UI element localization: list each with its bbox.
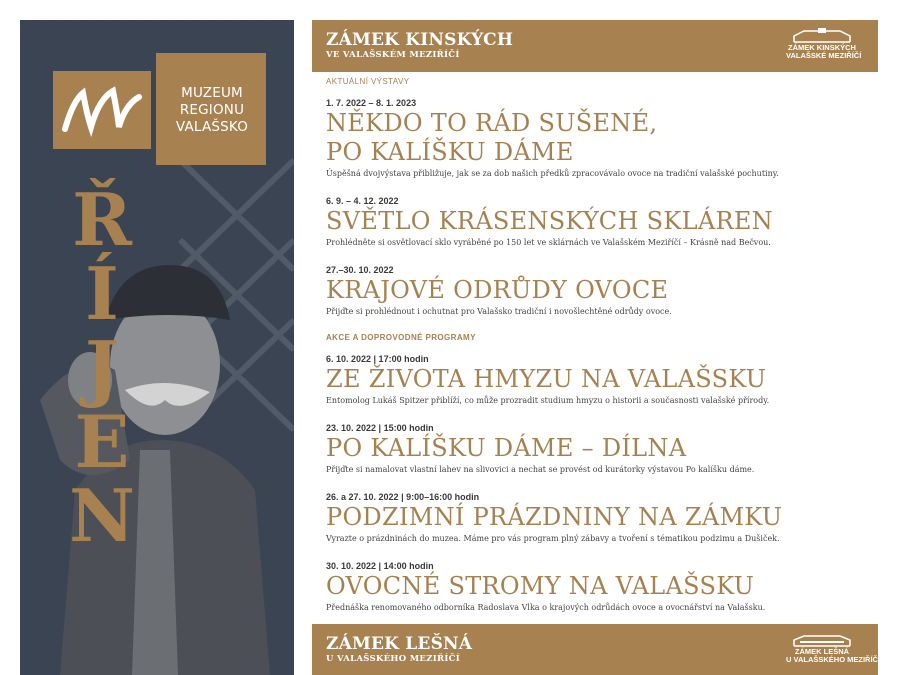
month-title [56, 177, 148, 558]
chateau-icon [790, 28, 854, 44]
month-letter: J [84, 325, 120, 410]
museum-logo [53, 53, 266, 165]
event-date: 6. 10. 2022 | 17:00 hodin [326, 354, 429, 364]
section-programs: AKCE A DOPROVODNÉ PROGRAMY [326, 333, 476, 342]
event-title: ZE ŽIVOTA HMYZU NA VALAŠSKU [326, 365, 767, 393]
event-title: PODZIMNÍ PRÁZDNINY NA ZÁMKU [326, 503, 783, 531]
header-subtitle: VE VALAŠSKÉM MEZIŘÍČÍ [326, 50, 460, 60]
chateau-lesna-logo [786, 632, 881, 670]
chateau-icon [790, 632, 854, 648]
footer-title: ZÁMEK LEŠNÁ [326, 634, 473, 654]
museum-logo-mark [53, 71, 151, 149]
event-date: 30. 10. 2022 | 14:00 hodin [326, 561, 434, 571]
section-current-exhibitions: AKTUÁLNÍ VÝSTAVY [326, 77, 410, 86]
header-bar [312, 20, 878, 72]
logo-line-1: MUZEUM [181, 85, 243, 101]
program-item [326, 422, 871, 475]
program-item [326, 560, 871, 613]
left-poster-panel [20, 20, 294, 675]
month-letter: E [74, 399, 130, 484]
event-title: NĚKDO TO RÁD SUŠENÉ, [326, 109, 658, 137]
program-item [326, 353, 871, 406]
exhibition-item [326, 264, 871, 317]
footer-subtitle: U VALAŠSKÉHO MEZIŘÍČÍ [326, 654, 460, 664]
month-letter: Ř [72, 177, 132, 262]
event-title: OVOCNÉ STROMY NA VALAŠSKU [326, 572, 755, 600]
exhibition-item [326, 97, 871, 179]
event-title: KRAJOVÉ ODRŮDY OVOCE [326, 276, 669, 304]
program-item [326, 491, 871, 544]
chateau-logo-text-1: ZÁMEK LEŠNÁ [794, 647, 850, 656]
event-date: 23. 10. 2022 | 15:00 hodin [326, 423, 434, 433]
event-description: Vyrazte o prázdninách do muzea. Máme pro vás program plný zábavy a tvoření s tématikou podzimu a Dušiček. [326, 534, 780, 543]
chateau-logo-text-2: VALAŠSKÉ MEZIŘÍČÍ [786, 51, 862, 60]
chateau-kinsky-logo [786, 28, 862, 66]
header-title: ZÁMEK KINSKÝCH [326, 30, 514, 50]
event-date: 26. a 27. 10. 2022 | 9:00–16:00 hodin [326, 492, 480, 502]
chateau-logo-text-1: ZÁMEK KINSKÝCH [788, 43, 856, 52]
event-title: SVĚTLO KRÁSENSKÝCH SKLÁREN [326, 207, 773, 235]
m-logo-icon [53, 71, 151, 149]
month-letter: Í [85, 251, 119, 336]
exhibition-item [326, 195, 871, 248]
event-date: 1. 7. 2022 – 8. 1. 2023 [326, 98, 417, 108]
logo-line-2: REGIONU [179, 102, 245, 118]
event-description: Úspěšná dvojvýstava přibližuje, jak se za dob našich předků zpracovávalo ovoce na tradiční valašské pochutiny. [326, 169, 779, 178]
event-title: PO KALÍŠKU DÁME – DÍLNA [326, 434, 687, 462]
museum-logo-text [158, 85, 266, 136]
event-description: Přijďte si namalovat vlastní lahev na slivovici a nechat se provést od kurátorky výstavou Po kalíšku dáme. [326, 465, 755, 474]
event-description: Prohlédněte si osvětlovací sklo vyráběné po 150 let ve sklárnách ve Valašském Meziříčí – Krásně nad Bečvou. [326, 238, 771, 247]
event-description: Přijďte si prohlédnout i ochutnat pro Valašsko tradiční i novošlechtěné odrůdy ovoce. [326, 307, 672, 316]
event-title-line-2: PO KALÍŠKU DÁME [326, 138, 574, 166]
event-date: 6. 9. – 4. 12. 2022 [326, 196, 399, 206]
logo-line-3: VALAŠSKO [175, 119, 249, 135]
event-date: 27.–30. 10. 2022 [326, 265, 394, 275]
footer-bar [312, 624, 881, 675]
chateau-logo-text-2: U VALAŠSKÉHO MEZIŘÍČÍ [786, 655, 881, 664]
month-letter: N [69, 473, 135, 558]
event-description: Entomolog Lukáš Spitzer přiblíží, co může prozradit studium hmyzu o historii a současnosti valašské přírody. [326, 396, 770, 405]
event-description: Přednáška renomovaného odborníka Radoslava Vlka o krajových odrůdách ovoce a ovocnářství na Valašsku. [326, 603, 766, 612]
